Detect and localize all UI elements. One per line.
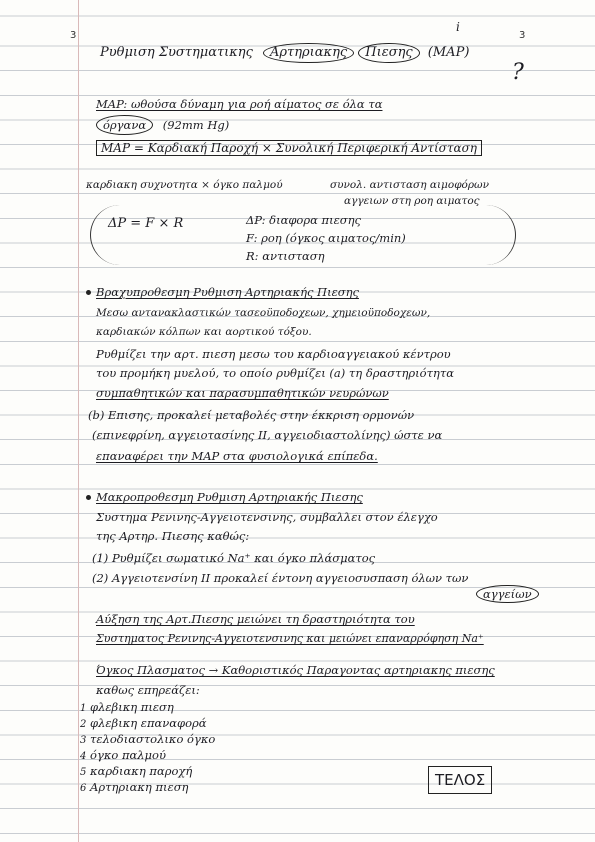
factor-item	[80, 700, 174, 716]
short-term-line1: Μεσω αντανακλαστικών τασεοϋποδοχεων, χημειοϋποδοχεων,	[96, 307, 431, 319]
page-number-right: 3	[519, 30, 526, 41]
page-title	[100, 43, 469, 63]
long-term-line5: Όγκος Πλασματος → Καθοριστικός Παραγοντας αρτηριακης πιεσης	[96, 663, 495, 677]
title-question-mark: ?	[512, 60, 524, 85]
long-term-line1: Συστημα Ρενινης-Αγγειοτενσινης, συμβαλλει στον έλεγχο	[96, 510, 438, 524]
bullet-long-term	[86, 495, 91, 500]
short-term-line4: του προμήκη μυελού, το οποίο ρυθμίζει (a) τη δραστηριότητα	[96, 366, 454, 380]
factor-number: 1	[80, 703, 87, 714]
flow-def-pressure: ΔP: διαφορα πιεσης	[246, 213, 361, 227]
title-word2-oval	[358, 43, 419, 63]
margin-line	[78, 0, 79, 842]
short-term-line2: καρδιακών κόλπων και αορτικού τόξου.	[96, 326, 312, 338]
short-term-line8: επαναφέρει την MAP στα φυσιολογικά επίπεδα.	[96, 449, 378, 463]
short-term-line5: συμπαθητικών και παρασυμπαθητικών νευρώνων	[96, 386, 389, 400]
flow-equation: ΔP = F × R	[108, 216, 184, 231]
factor-number: 6	[80, 783, 87, 794]
title-note: i	[456, 20, 460, 34]
long-term-line6: καθως επηρεάζει:	[96, 683, 200, 697]
flow-def-flow: F: ροη (όγκος αιματος/min)	[246, 231, 406, 245]
long-term-item1: (1) Ρυθμίζει σωματικό Na⁺ και όγκο πλάσματος	[92, 551, 376, 565]
map-value: (92mm Hg)	[162, 118, 230, 132]
long-term-line3: Αύξηση της Αρτ.Πιεσης μειώνει τη δραστηριότητα του	[96, 612, 415, 626]
end-mark: ΤΕΛΟΣ	[428, 766, 492, 794]
factor-number: 5	[80, 767, 87, 778]
bullet-short-term	[86, 290, 91, 295]
title-prefix: Ρυθμιση Συστηματικης	[100, 45, 253, 60]
flow-def-resistance: R: αντισταση	[246, 249, 325, 263]
long-term-heading: Μακροπροθεσμη Ρυθμιση Αρτηριακής Πιεσης	[96, 490, 363, 504]
factor-number: 3	[80, 735, 87, 746]
map-formula	[96, 141, 482, 155]
factor-label: τελοδιαστολικο όγκο	[90, 732, 216, 746]
factor-item	[80, 764, 192, 780]
long-term-line2: της Αρτηρ. Πιεσης καθώς:	[96, 529, 250, 543]
short-term-line7: (επινεφρίνη, αγγειοτασίνης II, αγγειοδιαστολίνης) ώστε να	[92, 428, 443, 442]
map-definition-line1	[96, 97, 382, 111]
map-formula-text: MAP = Καρδιακή Παροχή × Συνολική Περιφερική Αντίσταση	[96, 140, 482, 156]
factor-number: 2	[80, 719, 87, 730]
map-definition-text: MAP: ωθούσα δύναμη για ροή αίματος σε όλα τα	[96, 97, 383, 111]
factor-item	[80, 732, 215, 748]
long-term-item2: (2) Αγγειοτενσίνη II προκαλεί έντονη αγγειοσυσπαση όλων των	[92, 571, 469, 585]
cardiac-output-note: καρδιακη συχνοτητα × όγκο παλμού	[86, 179, 283, 191]
factor-label: καρδιακη παροχή	[90, 764, 193, 778]
factor-item	[80, 716, 207, 732]
resistance-note-2: αγγειων στη ροη αιματος	[344, 195, 480, 207]
organs-oval: όργανα	[96, 115, 153, 135]
short-term-line6: (b) Επισης, προκαλεί μεταβολές στην έκκριση ορμονών	[88, 408, 415, 422]
factor-label: όγκο παλμού	[90, 748, 166, 762]
factor-item	[80, 748, 166, 764]
title-word2: Πιεσης	[365, 45, 413, 60]
long-term-item2-end: αγγείων	[476, 585, 539, 603]
factor-label: φλεβικη πιεση	[90, 700, 174, 714]
map-definition-line2	[96, 118, 229, 132]
short-term-heading: Βραχυπροθεσμη Ρυθμιση Αρτηριακής Πιεσης	[96, 285, 359, 299]
factor-item	[80, 780, 188, 796]
resistance-note-1: συνολ. αντισταση αιμοφόρων	[330, 179, 489, 191]
factor-label: φλεβικη επαναφορά	[90, 716, 207, 730]
short-term-line3: Ρυθμίζει την αρτ. πιεση μεσω του καρδιοαγγειακού κέντρου	[96, 347, 451, 361]
title-abbr: (MAP)	[427, 45, 470, 60]
title-word1: Αρτηριακης	[270, 45, 348, 60]
page-number-left: 3	[70, 30, 77, 41]
factor-label: Αρτηριακη πιεση	[90, 780, 189, 794]
long-term-line4: Συστηματος Ρενινης-Αγγειοτενσινης και μειώνει επαναρρόφηση Na⁺	[96, 632, 484, 645]
title-word1-oval	[263, 43, 354, 63]
factor-number: 4	[80, 751, 87, 762]
